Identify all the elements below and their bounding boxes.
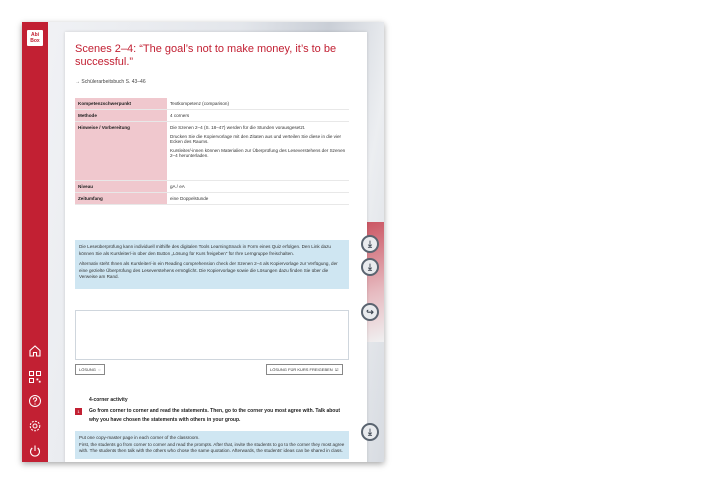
table-value: gA / eA	[167, 181, 349, 193]
table-key: Methode	[75, 110, 167, 122]
table-key: Kompetenzschwerpunkt	[75, 98, 167, 110]
link-arrow-icon[interactable]: ↪	[361, 303, 379, 321]
app-logo[interactable]	[27, 30, 43, 46]
info-paragraph: Alternativ steht Ihnen als Kursleiter/-in ein Reading comprehension check der Szenen 2–4 als Kopiervorlage zur Verfügung, der eine gezielte Überprüfung des Leseverstehens ermöglicht. Die Kopiervorlage sowie die Lösungen dazu finden Sie über die Verweise am Rand.	[79, 261, 338, 279]
info-paragraph: First, the students go from corner to corner and read the prompts. After that, invite the students to go to the corner they most agree with. The students then talk with the others who chose the same quotation. Afterwards, the students’ ideas can be shared in class.	[79, 441, 345, 453]
settings-icon[interactable]	[28, 419, 42, 433]
help-icon[interactable]	[28, 394, 42, 408]
app-window	[22, 22, 384, 462]
table-key: Niveau	[75, 181, 167, 193]
download-icon[interactable]: ⤓	[361, 258, 379, 276]
table-row	[75, 122, 349, 181]
solution-button[interactable]	[75, 364, 105, 375]
checkbox-icon: ☑	[333, 367, 339, 372]
table-key: Zeitumfang	[75, 193, 167, 205]
table-value-paragraph: Drucken Sie die Kopiervorlage mit den Zitaten aus und verteilen Sie diese in die vier Ecken des Raums.	[170, 134, 342, 144]
answer-input-area[interactable]	[75, 310, 349, 360]
info-paragraph: Die Leseüberprüfung kann individuell mithilfe des digitalen Tools LearningSnack in Form eines Quiz erfolgen. Den Link dazu können Sie als Kursleiter/-in über den Button „Lösung für Kurs freigeben“ für Ihre Lerngruppe freischalten.	[79, 244, 331, 256]
table-key: Hinweise / Vorbereitung	[75, 122, 167, 181]
task-number-badge: 1	[75, 408, 82, 415]
table-row	[75, 193, 349, 205]
table-row	[75, 181, 349, 193]
eye-icon: ◌	[97, 367, 101, 372]
teacher-instructions-box	[75, 431, 349, 459]
workbook-reference-link[interactable]: → Schülerarbeitsbuch S. 43–46	[75, 79, 146, 85]
task-text: Go from corner to corner and read the statements. Then, go to the corner you most agree with. Talk about why you have chosen the statements with others in your group.	[89, 408, 341, 423]
qr-code-icon[interactable]	[28, 370, 42, 384]
teacher-info-box	[75, 240, 349, 289]
table-value	[167, 122, 349, 181]
page-title: Scenes 2–4: “The goal’s not to make money, it’s to be successful.”	[75, 43, 337, 68]
logo-text-top: Abi	[30, 32, 40, 38]
download-icon[interactable]: ⤓	[361, 235, 379, 253]
table-value-paragraph: Die Szenen 2–4 (S. 18–47) werden für die Stunden vorausgesetzt.	[170, 125, 306, 130]
overview-table	[75, 97, 349, 205]
activity-title: 4-corner activity	[89, 397, 128, 403]
logo-text-bottom: Box	[30, 38, 40, 44]
home-icon[interactable]	[28, 344, 42, 358]
power-icon[interactable]	[28, 444, 42, 458]
release-solution-button[interactable]	[266, 364, 343, 375]
table-row	[75, 98, 349, 110]
table-row	[75, 110, 349, 122]
table-value-paragraph: Kursleiter/-innen können Materialien zur Überprüfung des Leseverstehens der Szenen 2–4 herunterladen.	[170, 148, 346, 158]
download-icon[interactable]: ⤓	[361, 423, 379, 441]
content-page	[65, 32, 367, 462]
info-paragraph: Put one copy-master page in each corner of the classroom.	[79, 435, 200, 440]
solution-button-label: LÖSUNG	[79, 367, 96, 372]
table-value: Textkompetenz (comparison)	[167, 98, 349, 110]
release-solution-label: LÖSUNG FÜR KURS FREIGEBEN	[270, 367, 333, 372]
sidebar	[22, 22, 48, 462]
table-value: eine Doppelstunde	[167, 193, 349, 205]
table-value: 4 corners	[167, 110, 349, 122]
